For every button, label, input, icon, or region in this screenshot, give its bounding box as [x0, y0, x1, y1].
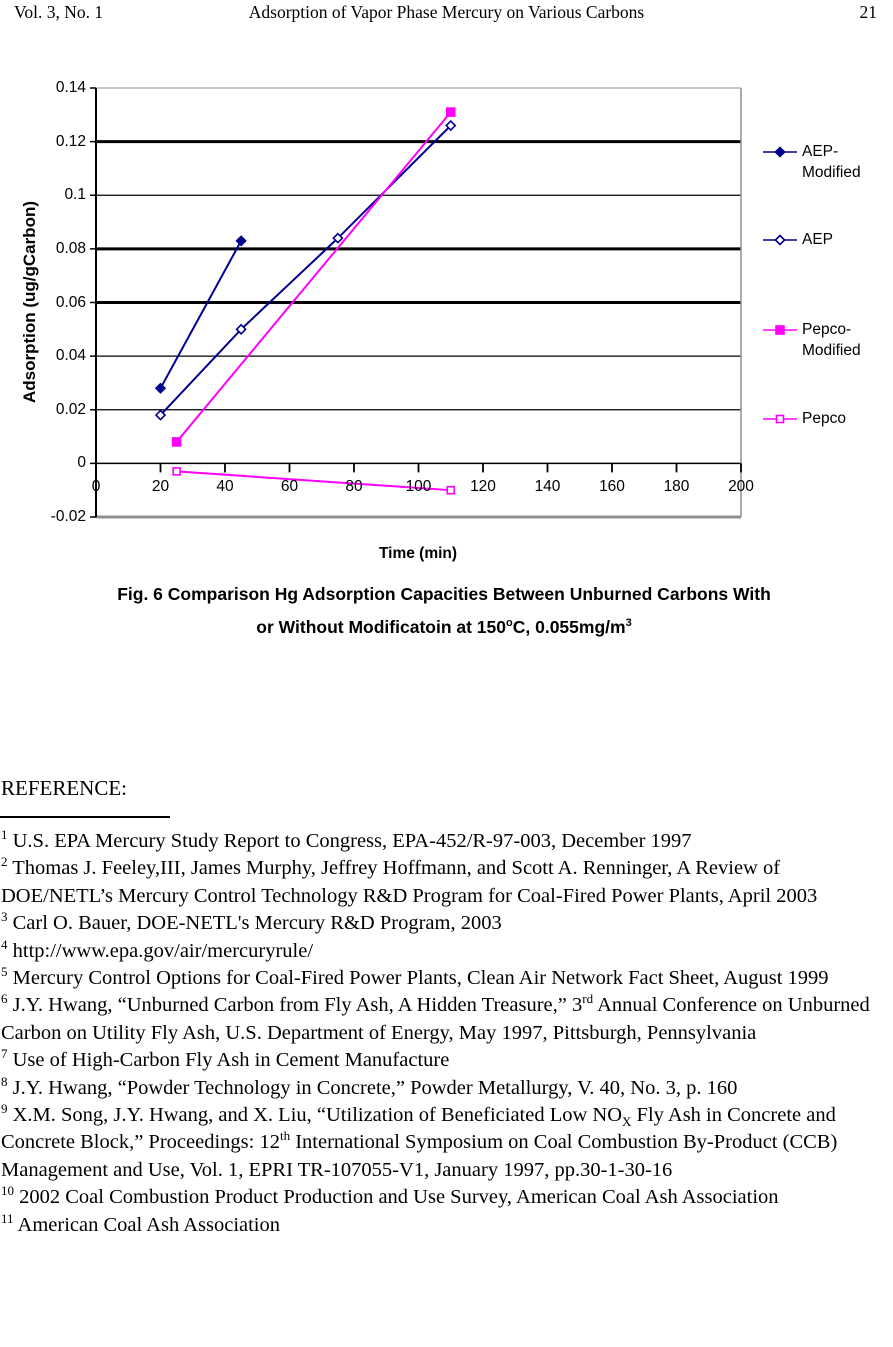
- y-tick-label: 0.14: [55, 79, 86, 96]
- y-tick-label: 0.06: [55, 293, 86, 311]
- legend-label: Pepco-Modified: [802, 321, 861, 359]
- y-tick-label: -0.02: [50, 508, 86, 525]
- x-tick-label: 40: [216, 478, 234, 496]
- y-tick-label: 0: [77, 454, 86, 472]
- reference-item-11: $^{11}$ American Coal Ash Association: [1, 1210, 281, 1236]
- x-tick-label: 80: [345, 478, 363, 496]
- x-axis-title: Time (min): [378, 545, 458, 562]
- diamond-open-legend-marker-icon: [763, 233, 797, 247]
- reference-number: 3: [1, 909, 8, 925]
- header-running-title: Adsorption of Vapor Phase Mercury on Various Carbons: [248, 2, 645, 22]
- y-axis-title: Adsorption (ug/gCarbon): [20, 200, 39, 404]
- reference-item-3: $^3$ Carl O. Bauer, DOE-NETL's Mercury R&D Program, 2003: [1, 909, 502, 935]
- reference-item-4: $^4$ http://www.epa.gov/air/mercuryrule/: [1, 936, 314, 962]
- legend-item-aep: [763, 229, 890, 250]
- square-filled-legend-marker-icon: [763, 323, 797, 337]
- reference-number: 1: [1, 827, 8, 843]
- reference-item-2: $^2$ Thomas J. Feeley,III, James Murphy, Jeffrey Hoffmann, and Scott A. Renninger, A Review of DOE/NETL’s Mercury Control Technology R&D Program for Coal-Fired Power Plants, April 2003: [1, 854, 818, 907]
- reference-number: 2: [1, 854, 8, 870]
- header-volume: Vol. 3, No. 1: [14, 2, 104, 22]
- reference-list: [1, 828, 890, 1239]
- header-page-number: 21: [859, 2, 877, 22]
- x-tick-label: 100: [405, 478, 432, 496]
- y-tick-label: 0.12: [55, 132, 86, 150]
- legend-item-pepco: [763, 408, 890, 429]
- footnote-separator: [0, 816, 170, 818]
- y-tick-label: 0.1: [64, 186, 86, 204]
- diamond-filled-legend-marker-icon: [763, 145, 797, 159]
- x-tick-label: 200: [728, 478, 754, 496]
- y-tick-label: 0.02: [55, 400, 86, 418]
- reference-item-1: $^1$ U.S. EPA Mercury Study Report to Congress, EPA-452/R-97-003, December 1997: [1, 827, 692, 852]
- references-heading: REFERENCE:: [1, 776, 128, 800]
- x-tick-label: 120: [470, 478, 496, 496]
- reference-number: 8: [1, 1073, 8, 1089]
- reference-item-7: $^7$ Use of High-Carbon Fly Ash in Cement Manufacture: [1, 1046, 450, 1072]
- legend-item-pepco-modified: [763, 319, 890, 361]
- reference-item-9: $^9$ X.M. Song, J.Y. Hwang, and X. Liu, “Utilization of Beneficiated Low $NO_X$ Fly Ash in Concrete and Concrete Block,” Proceedings: 12th International Symposium on Coal Combustion By-Product (CCB) Management and Use, Vol. 1, EPRI TR-107055-V1, January 1997, pp.30-1-30-16: [1, 1101, 838, 1181]
- square-open-legend-marker-icon: [763, 412, 797, 426]
- legend-label: AEP: [802, 231, 834, 248]
- legend-label: AEP-Modified: [802, 143, 861, 181]
- y-tick-label: 0.08: [55, 239, 86, 257]
- figure-caption: [2, 578, 886, 644]
- reference-number: 5: [1, 964, 8, 980]
- figure-caption-line2: or Without Modificatoin at 150$^o$C, $0.055mg/m^3$: [256, 617, 632, 637]
- reference-number: 6: [1, 991, 8, 1007]
- reference-number: 10: [1, 1183, 14, 1199]
- legend-label: Pepco: [802, 410, 846, 427]
- plot-area: [96, 88, 741, 517]
- y-tick-label: 0.04: [55, 347, 86, 365]
- reference-item-10: $^{10}$ 2002 Coal Combustion Product Production and Use Survey, American Coal Ash Association: [1, 1183, 779, 1209]
- reference-item-6: $^6$ J.Y. Hwang, “Unburned Carbon from Fly Ash, A Hidden Treasure,” 3rd Annual Conference on Unburned Carbon on Utility Fly Ash, U.S. Department of Energy, May 1997, Pittsburgh, Pennsylvania: [1, 991, 870, 1044]
- x-tick-label: 140: [534, 478, 561, 496]
- x-tick-label: 20: [151, 478, 170, 496]
- reference-number: 4: [1, 936, 8, 952]
- reference-item-5: $^5$ Mercury Control Options for Coal-Fired Power Plants, Clean Air Network Fact Sheet, August 1999: [1, 964, 829, 990]
- legend-item-aep-modified: [763, 141, 890, 183]
- reference-number: 9: [1, 1101, 8, 1117]
- x-tick-label: 0: [91, 478, 101, 496]
- x-tick-label: 160: [599, 478, 625, 496]
- figure-caption-line1: Fig. 6 Comparison Hg Adsorption Capacities Between Unburned Carbons With: [117, 584, 771, 604]
- reference-number: 11: [1, 1210, 14, 1226]
- reference-item-8: $^8$ J.Y. Hwang, “Powder Technology in Concrete,” Powder Metallurgy, V. 40, No. 3, p. 160: [1, 1073, 738, 1099]
- reference-number: 7: [1, 1046, 8, 1062]
- x-tick-label: 180: [663, 478, 690, 496]
- x-tick-label: 60: [280, 478, 299, 496]
